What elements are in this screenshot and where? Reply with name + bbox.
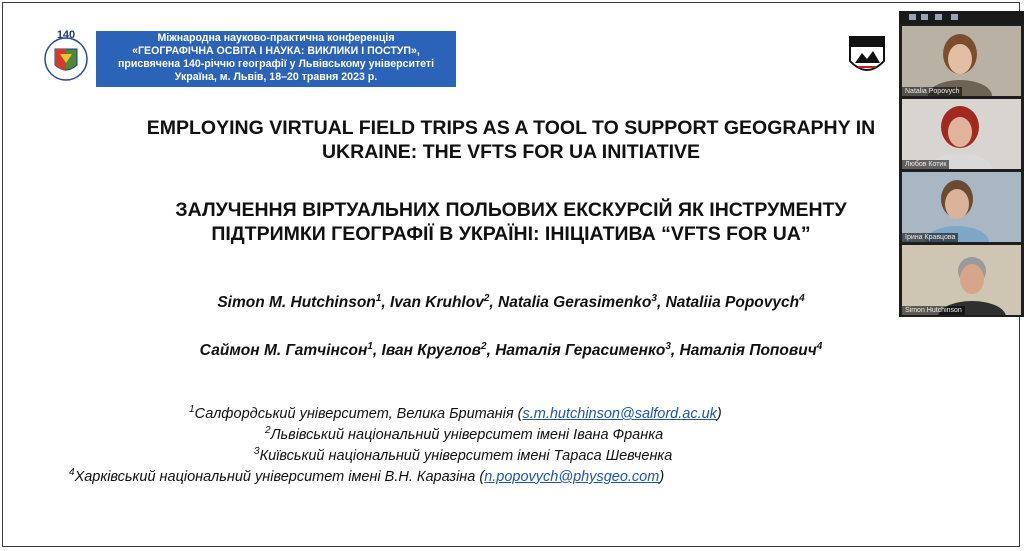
title-line: ПІДТРИМКИ ГЕОГРАФІЇ В УКРАЇНІ: ІНІЦІАТИВА “VFTS FOR UA” [211, 223, 811, 245]
gallery-view-icon[interactable] [909, 14, 916, 20]
affiliation-3 [254, 446, 672, 464]
grid-view-icon[interactable] [935, 14, 942, 20]
participant-tile[interactable] [902, 99, 1021, 169]
author-sup: 2 [481, 341, 487, 352]
participant-tile[interactable] [902, 245, 1021, 315]
participants-gallery [899, 11, 1024, 317]
author-name: Simon M. Hutchinson [217, 294, 376, 312]
author-name: Natalia Gerasimenko [498, 294, 652, 312]
title-english [3, 116, 1019, 164]
affiliation-text: Харківський національний університет імені В.Н. Каразіна ( [74, 468, 485, 485]
affiliation-sup: 2 [265, 425, 271, 436]
affiliation-end: ) [716, 405, 722, 422]
faculty-emblem-icon [846, 33, 888, 81]
title-ukrainian [3, 198, 1019, 246]
author-sup: 4 [816, 341, 823, 352]
author-sup: 2 [483, 293, 490, 304]
author-sup: 1 [375, 293, 382, 304]
presentation-slide [3, 3, 1019, 546]
participant-name: Natalia Popovych [902, 87, 962, 96]
title-line: EMPLOYING VIRTUAL FIELD TRIPS AS A TOOL TO SUPPORT GEOGRAPHY IN [146, 117, 876, 139]
author-name: Іван Круглов [381, 342, 482, 360]
person-face [960, 264, 984, 294]
affiliation-4 [69, 467, 664, 485]
affiliation-sup: 4 [69, 467, 75, 478]
banner-line: Україна, м. Львів, 18–20 травня 2023 р. [174, 71, 378, 83]
participant-tile[interactable] [902, 172, 1021, 242]
affiliation-2 [265, 425, 663, 443]
banner-line: Міжнародна науково-практична конференція [157, 32, 395, 44]
title-line: UKRAINE: THE VFTS FOR UA INITIATIVE [321, 141, 701, 163]
affiliation-text: Салфордський університет, Велика Британія ( [194, 405, 523, 422]
video-feed [902, 245, 1021, 315]
author-name: Ivan Kruhlov [389, 294, 484, 312]
video-feed [902, 26, 1021, 96]
emblem-number: 140 [56, 29, 76, 41]
author-sup: 1 [367, 341, 373, 352]
author-sup: 4 [799, 293, 805, 304]
author-name: Nataliia Popovych [665, 294, 800, 312]
person-face [945, 189, 969, 219]
affiliation-text: Львівський національний університет імені Івана Франка [270, 426, 664, 443]
conference-banner [96, 31, 456, 87]
authors-english: Simon M. Hutchinson$^1$, Ivan Kruhlov$^2$, Natalia Gerasimenko$^3$, Nataliia Popovych$^4$ [217, 293, 805, 312]
gallery-toolbar [899, 11, 1024, 24]
affiliation-sup: 1 [189, 404, 195, 415]
author-sup: 3 [665, 341, 671, 352]
video-feed [902, 99, 1021, 169]
author-name: Наталія Попович [679, 342, 817, 360]
video-feed [902, 172, 1021, 242]
authors-ukrainian: Саймон М. Гатчінсон$^1$, Іван Круглов$^2$, Наталія Герасименко$^3$, Наталія Попович$^4$ [199, 341, 823, 360]
title-line: ЗАЛУЧЕННЯ ВІРТУАЛЬНИХ ПОЛЬОВИХ ЕКСКУРСІЙ ЯК ІНСТРУМЕНТУ [175, 199, 847, 221]
person-face [948, 44, 972, 74]
author-sup: 3 [651, 293, 657, 304]
university-emblem-icon [43, 29, 89, 85]
email-link[interactable]: n.popovych@physgeo.com [484, 468, 660, 485]
participant-name: Любов Котик [902, 160, 949, 169]
affiliation-end: ) [659, 468, 665, 485]
participant-name: Simon Hutchinson [902, 306, 965, 315]
author-name: Саймон М. Гатчінсон [199, 342, 368, 360]
author-name: Наталія Герасименко [495, 342, 666, 360]
affiliation-sup: 3 [254, 446, 260, 457]
email-link[interactable]: s.m.hutchinson@salford.ac.uk [522, 405, 717, 422]
participant-tile[interactable] [902, 26, 1021, 96]
affiliation-text: Київський національний університет імені Тараса Шевченка [259, 447, 673, 464]
speaker-view-icon[interactable] [921, 14, 928, 20]
participant-name: Ірина Кравцова [902, 233, 958, 242]
banner-line: присвячена 140-річчю географії у Львівському університеті [117, 58, 435, 70]
banner-line: «ГЕОГРАФІЧНА ОСВІТА І НАУКА: ВИКЛИКИ І ПОСТУП», [132, 45, 420, 57]
affiliation-1 [189, 404, 722, 422]
shared-screen [2, 2, 1020, 547]
person-face [948, 117, 972, 147]
thumbnail-view-icon[interactable] [951, 14, 958, 20]
